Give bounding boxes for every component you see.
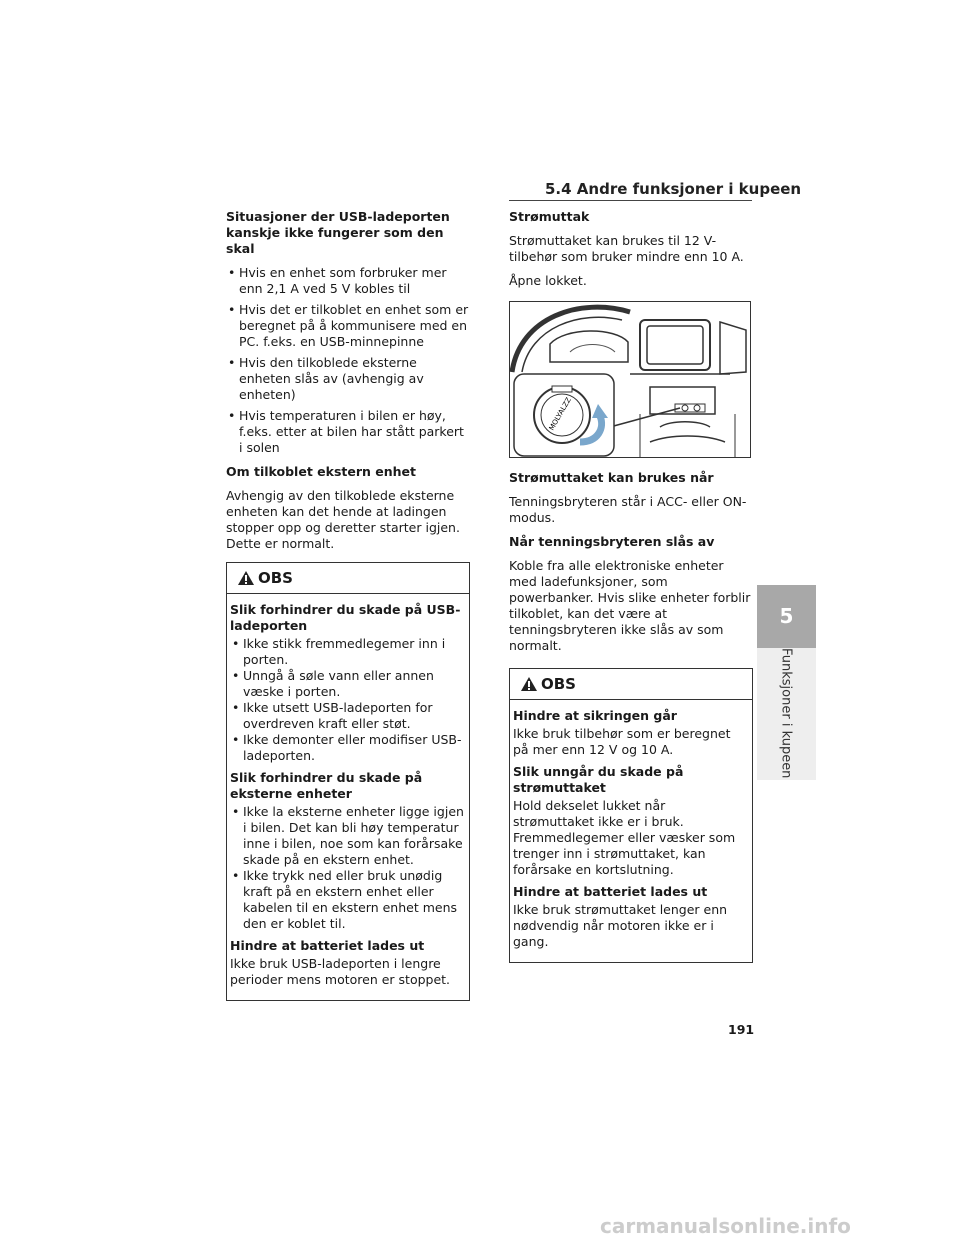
warning-icon <box>520 676 538 692</box>
usable-when-heading: Strømuttaket kan brukes når <box>509 470 714 485</box>
obs-box-usb <box>226 562 470 1001</box>
obs-title: OBS <box>258 569 293 587</box>
list-item: • Ikke la eksterne enheter ligge igjen i bilen. Det kan bli høy temperatur inne i bilen, noe som kan forårsake skade på en ekstern enhet. <box>230 804 466 868</box>
header-rule <box>509 200 752 201</box>
obs-paragraph: Hold dekselet lukket når strømuttaket ikke er i bruk. Fremmedlegemer eller væsker som trenger inn i strømuttaket, kan forårsake en kortslutning. <box>513 798 736 877</box>
external-device-heading: Om tilkoblet ekstern enhet <box>226 464 416 479</box>
obs-subheading: Hindre at batteriet lades ut <box>513 884 708 899</box>
page-number: 191 <box>728 1022 755 1037</box>
list-item: • Ikke trykk ned eller bruk unødig kraft på en ekstern enhet eller kabelen til en ekstern enhet mens den er koblet til. <box>230 868 466 932</box>
obs-subheading: Hindre at sikringen går <box>513 708 677 723</box>
obs-body <box>227 594 469 1000</box>
list-item: • Hvis temperaturen i bilen er høy, f.eks. etter at bilen har stått parkert i solen <box>226 408 470 456</box>
obs-subheading: Hindre at batteriet lades ut <box>230 938 425 953</box>
obs-list <box>230 636 466 764</box>
list-item: • Ikke utsett USB-ladeporten for overdreven kraft eller støt. <box>230 700 466 732</box>
warning-icon <box>237 570 255 586</box>
section-header: 5.4 Andre funksjoner i kupeen <box>545 180 802 198</box>
obs-subheading: Slik forhindrer du skade på USB-ladeporten <box>230 602 461 633</box>
power-outlet-illustration <box>509 301 751 458</box>
watermark: carmanualsonline.info <box>600 1214 851 1238</box>
obs-paragraph: Ikke bruk strømuttaket lenger enn nødvendig når motoren ikke er i gang. <box>513 902 728 949</box>
obs-subheading: Slik forhindrer du skade på eksterne enheter <box>230 770 423 801</box>
obs-title: OBS <box>541 675 576 693</box>
obs-body <box>510 700 752 962</box>
obs-box-power-outlet <box>509 668 753 963</box>
obs-header <box>510 669 752 700</box>
list-item: • Hvis det er tilkoblet en enhet som er beregnet på å kommunisere med en PC. f.eks. en USB-minnepinne <box>226 302 470 350</box>
right-column <box>509 209 753 963</box>
dashboard-drawing <box>510 302 750 457</box>
list-item: • Ikke stikk fremmedlegemer inn i porten. <box>230 636 466 668</box>
obs-paragraph: Ikke bruk tilbehør som er beregnet på mer enn 12 V og 10 A. <box>513 726 731 757</box>
chapter-title: Funksjoner i kupeen <box>778 648 794 779</box>
usable-when-paragraph: Tenningsbryteren står i ACC- eller ON-modus. <box>509 494 747 525</box>
external-device-paragraph: Avhengig av den tilkoblede eksterne enheten kan det hende at ladingen stopper opp og deretter starter igjen. Dette er normalt. <box>226 488 460 551</box>
usb-issues-heading: Situasjoner der USB-ladeporten kanskje ikke fungerer som den skal <box>226 209 450 256</box>
chapter-number: 5 <box>779 604 794 628</box>
obs-header <box>227 563 469 594</box>
power-outlet-heading: Strømuttak <box>509 209 590 224</box>
left-column <box>226 209 470 1001</box>
open-lid-instruction: Åpne lokket. <box>509 273 587 288</box>
obs-subheading: Slik unngår du skade på strømuttaket <box>513 764 684 795</box>
list-item: • Ikke demonter eller modifiser USB-ladeporten. <box>230 732 466 764</box>
list-item: • Hvis en enhet som forbruker mer enn 2,1 A ved 5 V kobles til <box>226 265 470 297</box>
ignition-off-heading: Når tenningsbryteren slås av <box>509 534 715 549</box>
obs-list <box>230 804 466 932</box>
figure-code: MOLYALZZ <box>547 396 573 432</box>
ignition-off-paragraph: Koble fra alle elektroniske enheter med ladefunksjoner, som powerbanker. Hvis slike enheter forblir tilkoblet, kan det være at tenningsbryteren ikke slås av som normalt. <box>509 558 751 653</box>
list-item: • Unngå å søle vann eller annen væske i porten. <box>230 668 466 700</box>
power-outlet-paragraph: Strømuttaket kan brukes til 12 V-tilbehør som bruker mindre enn 10 A. <box>509 233 744 264</box>
list-item: • Hvis den tilkoblede eksterne enheten slås av (avhengig av enheten) <box>226 355 470 403</box>
obs-paragraph: Ikke bruk USB-ladeporten i lengre perioder mens motoren er stoppet. <box>230 956 451 987</box>
usb-issues-list <box>226 265 470 456</box>
